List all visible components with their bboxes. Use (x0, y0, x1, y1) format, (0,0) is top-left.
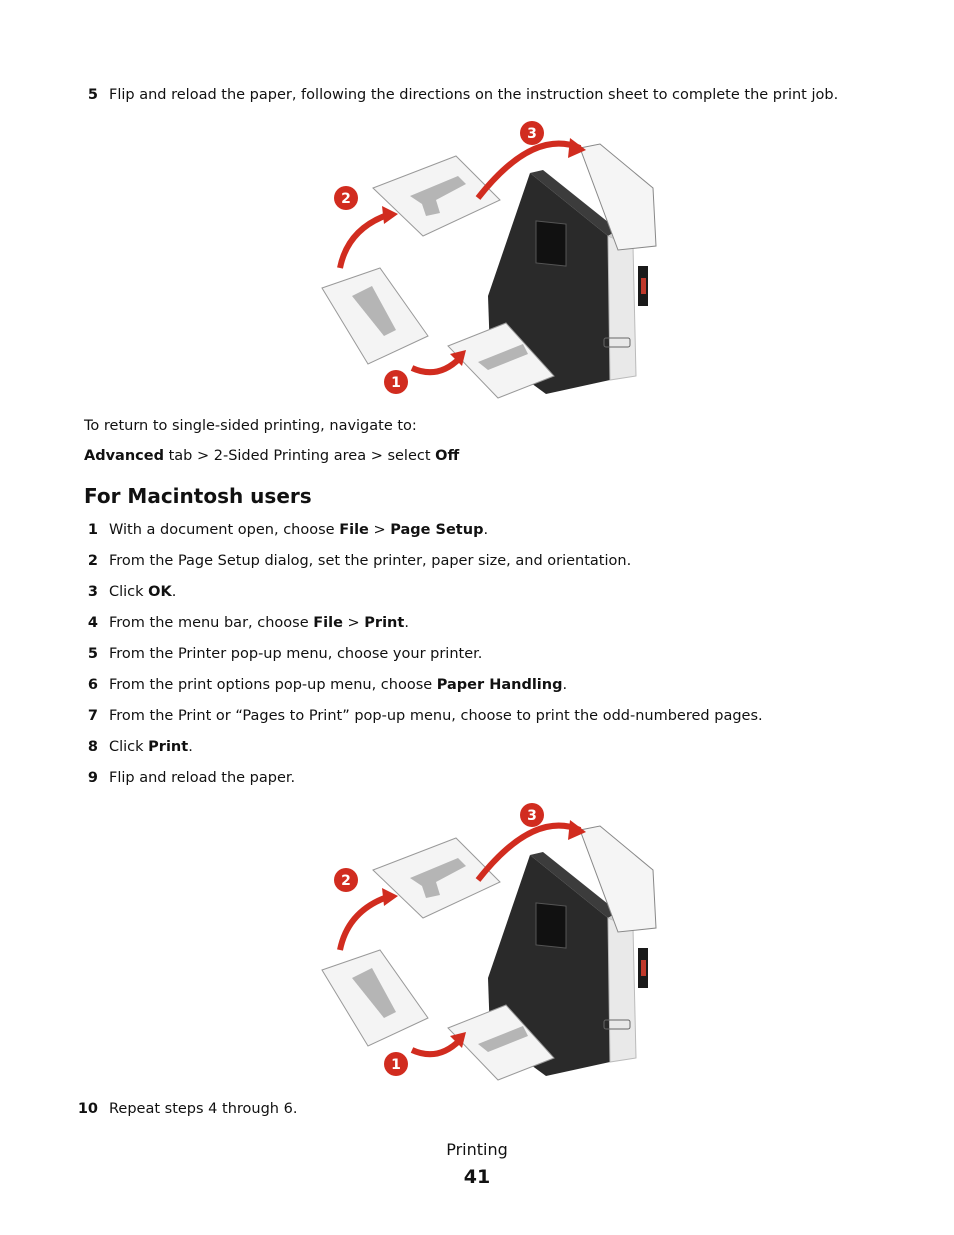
nav-mid: tab > 2-Sided Printing area > select (163, 448, 436, 464)
step-text: From the Page Setup dialog, set the printer, paper size, and orientation. (109, 553, 632, 569)
step-text: > (368, 522, 391, 538)
step-number: 5 (87, 87, 98, 103)
step-text: Click (109, 739, 149, 755)
step-bold: Paper Handling (436, 677, 563, 693)
step-badge-2: 2 (341, 191, 351, 207)
return-note: To return to single-sided printing, navigate to: (84, 418, 417, 434)
printer-duplex-drawing (318, 118, 663, 403)
step-badge-2: 2 (341, 873, 351, 889)
step-number: 9 (87, 770, 98, 786)
step-text: From the Print or “Pages to Print” pop-up menu, choose to print the odd-numbered pages. (109, 708, 763, 724)
nav-value: Off (435, 448, 460, 464)
step-text: . (483, 522, 489, 538)
step-number: 5 (87, 646, 98, 662)
step-text: Flip and reload the paper. (109, 770, 296, 786)
step-text: From the menu bar, choose (109, 615, 314, 631)
step-number: 3 (87, 584, 98, 600)
step-text: . (188, 739, 193, 755)
step-text: . (171, 584, 177, 600)
footer-section-label: Printing (446, 1140, 508, 1159)
step-text: From the print options pop-up menu, choose (109, 677, 437, 693)
step-number: 7 (87, 708, 98, 724)
step-badge-3: 3 (527, 126, 537, 142)
step-text: Click (109, 584, 149, 600)
step-number: 8 (87, 739, 98, 755)
step-bold: Print (148, 739, 189, 755)
printer-duplex-drawing (318, 800, 663, 1085)
step-number: 1 (87, 522, 98, 538)
navigation-path (84, 448, 459, 464)
step-bold: Page Setup (390, 522, 484, 538)
step-number: 4 (87, 615, 98, 631)
step-bold: File (313, 615, 343, 631)
printer-duplex-illustration (318, 800, 663, 1085)
step-text: Flip and reload the paper, following the directions on the instruction sheet to complete the print job. (109, 87, 839, 103)
step-text: With a document open, choose (109, 522, 340, 538)
step-badge-1: 1 (391, 375, 401, 391)
step-number: 2 (87, 553, 98, 569)
step-bold: OK (148, 584, 172, 600)
step-number: 10 (77, 1101, 98, 1117)
page-number: 41 (463, 1166, 491, 1188)
step-bold: Print (364, 615, 405, 631)
step-text: . (562, 677, 568, 693)
nav-tab: Advanced (84, 448, 164, 464)
section-title: For Macintosh users (84, 484, 312, 508)
step-number: 6 (87, 677, 98, 693)
step-text: From the Printer pop-up menu, choose your printer. (109, 646, 483, 662)
printer-duplex-illustration (318, 118, 663, 403)
step-text: > (342, 615, 365, 631)
step-badge-3: 3 (527, 808, 537, 824)
step-badge-1: 1 (391, 1057, 401, 1073)
step-text: Repeat steps 4 through 6. (109, 1101, 298, 1117)
step-bold: File (339, 522, 369, 538)
step-text: . (404, 615, 409, 631)
